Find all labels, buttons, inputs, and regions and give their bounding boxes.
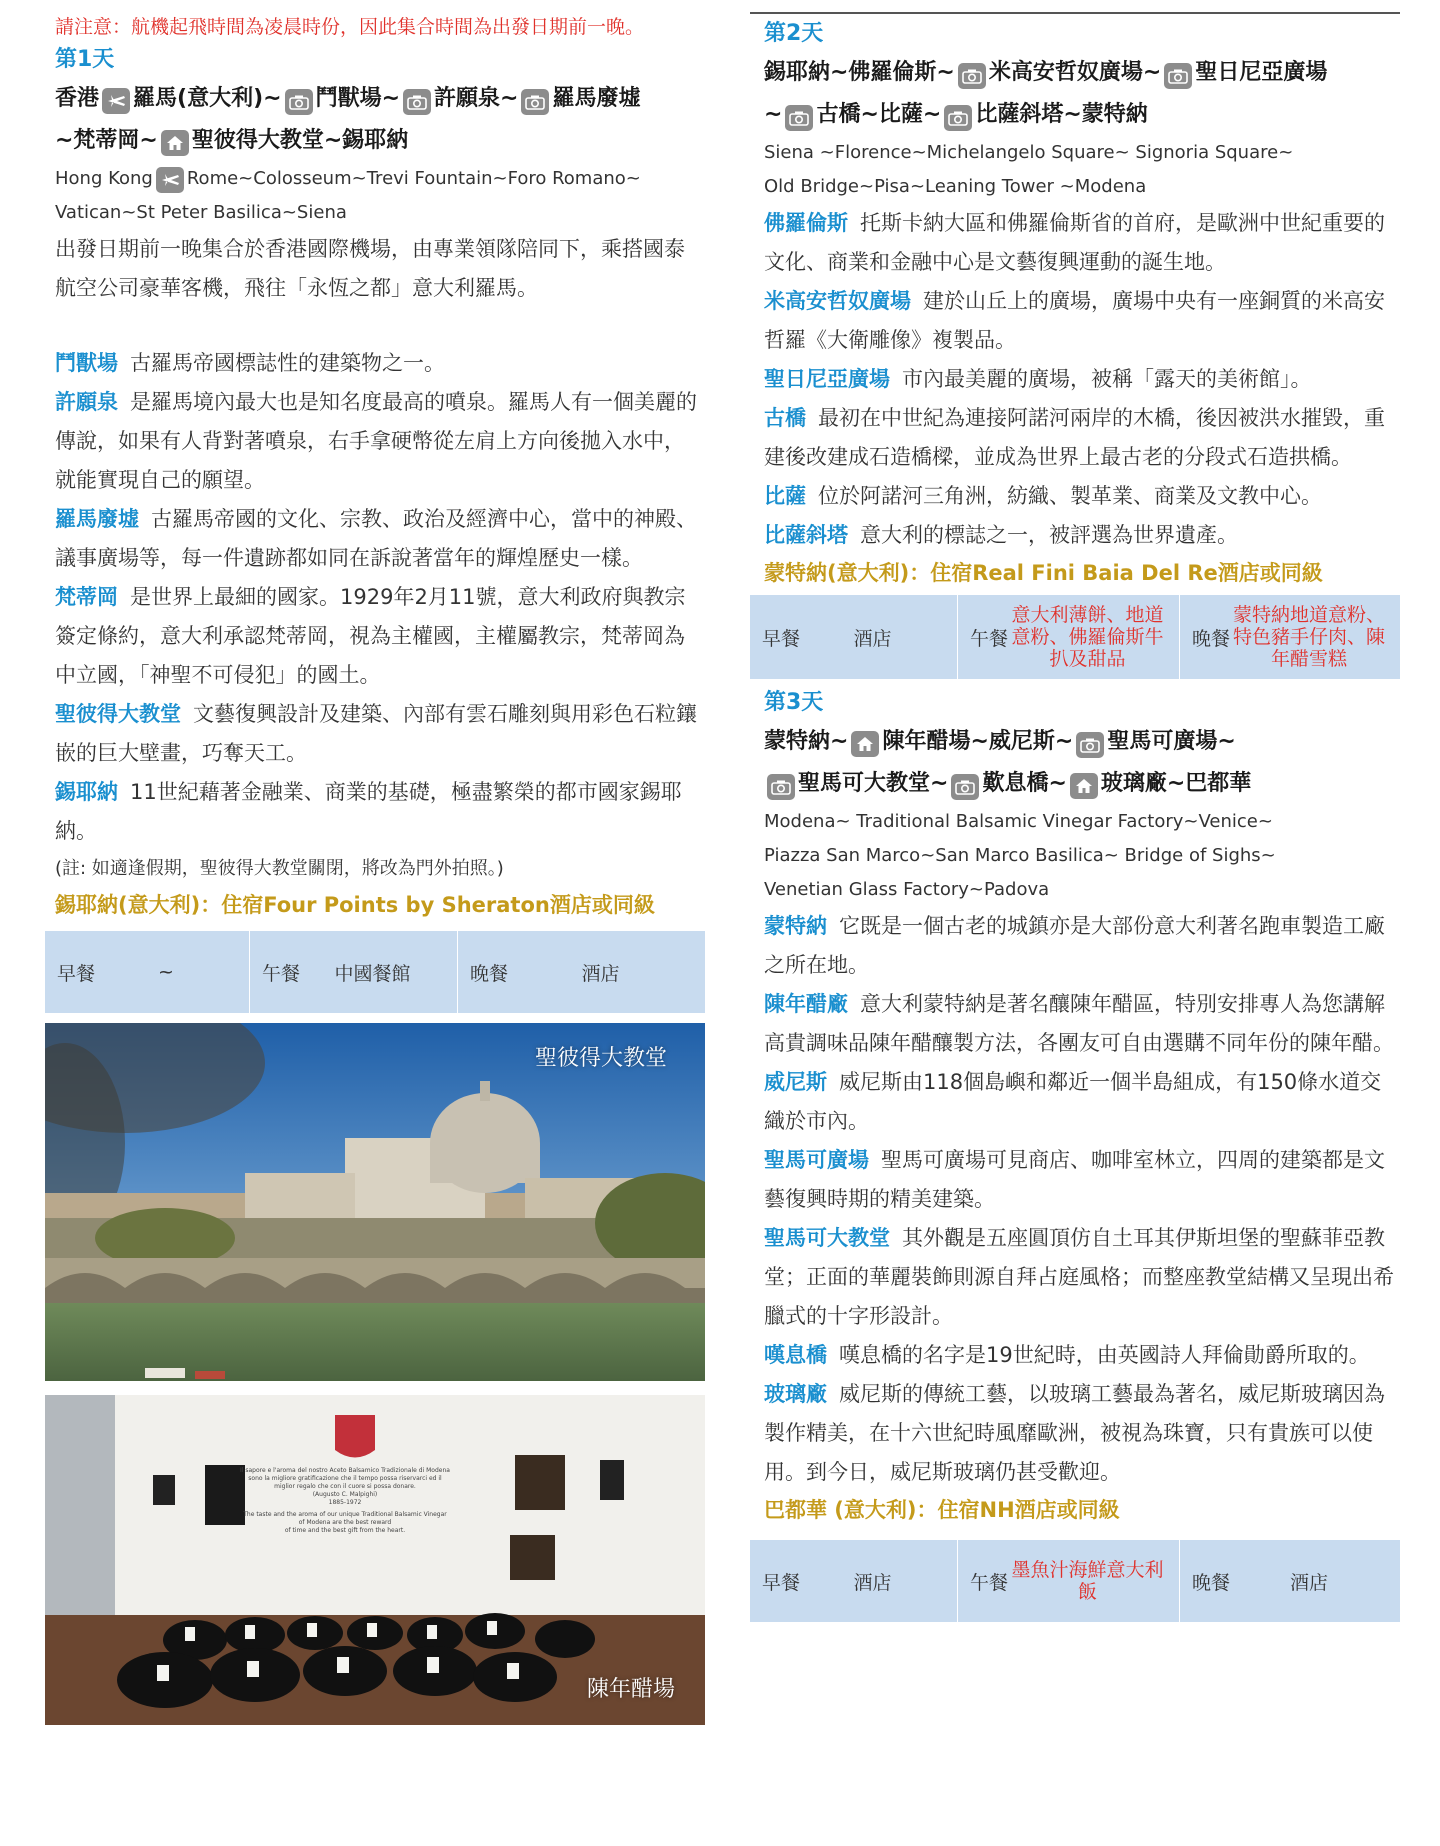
home-icon: [161, 130, 189, 156]
day2-route-line1: 錫耶納~佛羅倫斯~ 米高安哲奴廣場~ 聖日尼亞廣場: [764, 52, 1400, 94]
day2-item: 米高安哲奴廣場 建於山丘上的廣場，廣場中央有一座銅質的米高安哲羅《大衛雕像》複製品。: [764, 289, 1385, 352]
day1-item: 羅馬廢墟 古羅馬帝國的文化、宗教、政治及經濟中心，當中的神殿、議事廣場等，每一件遺跡都如同在訴說著當年的輝煌歷史一樣。: [55, 507, 697, 570]
day2-english-line1: Siena ~Florence~Michelangelo Square~ Signoria Square~: [764, 142, 1294, 163]
day1-item: 許願泉 是羅馬境內最大也是知名度最高的噴泉。羅馬人有一個美麗的傳說，如果有人背對著噴泉，右手拿硬幣從左肩上方向後拋入水中，就能實現自己的願望。: [55, 390, 697, 492]
day2-english-line2: Old Bridge~Pisa~Leaning Tower ~Modena: [764, 176, 1147, 197]
day1-route-line2: ~梵蒂岡~ 聖彼得大教堂~錫耶納: [55, 120, 705, 162]
plane-icon: [156, 167, 184, 193]
day3-hotel: 巴都華 (意大利)：住宿NH酒店或同級: [764, 1498, 1120, 1522]
flight-notice: 請注意：航機起飛時間為凌晨時份，因此集合時間為出發日期前一晚。: [55, 16, 645, 38]
home-icon: [851, 731, 879, 757]
breakfast-cell: 早餐 酒店: [750, 1540, 958, 1622]
day3-item: 陳年醋廠 意大利蒙特納是著名釀陳年醋區，特別安排專人為您講解高貴調味品陳年醋釀製方法，各團友可自由選購不同年份的陳年醋。: [764, 992, 1394, 1055]
day2-item: 聖日尼亞廣場 市內最美麗的廣場，被稱「露天的美術館」。: [764, 367, 1312, 391]
camera-icon: [767, 774, 795, 800]
lunch-cell: 午餐 意大利薄餅、地道意粉、佛羅倫斯牛扒及甜品: [958, 595, 1180, 679]
day3-route-line1: 蒙特納~ 陳年醋場~威尼斯~ 聖馬可廣場~: [764, 721, 1400, 763]
day3-item: 嘆息橋 嘆息橋的名字是19世紀時，由英國詩人拜倫勛爵所取的。: [764, 1343, 1370, 1367]
day2-item: 比薩斜塔 意大利的標誌之一，被評選為世界遺產。: [764, 523, 1238, 547]
balsamic-poster-text: Il sapore e l'aroma del nostro Aceto Balsamico Tradizionale di Modena sono la migliore gratificazione che il tempo possa riservarci ed il miglior regalo che con il cuore si possa donare. (Augusto C. Malpighi) 1885-1972 The taste and the aroma of our unique Traditional Balsamic Vinegar of Modena are the best reward of time and the best gift from the heart.: [240, 1467, 450, 1534]
day1-route-line1: 香港 羅馬(意大利)~ 鬥獸場~ 許願泉~ 羅馬廢墟: [55, 78, 705, 120]
day3-item: 蒙特納 它既是一個古老的城鎮亦是大部份意大利著名跑車製造工廠之所在地。: [764, 914, 1385, 977]
camera-icon: [1076, 732, 1104, 758]
day2-label: 第2天: [764, 21, 824, 46]
day3-label: 第3天: [764, 690, 824, 715]
day1-english-line2: Vatican~St Peter Basilica~Siena: [55, 202, 347, 223]
day1-english-line1: Hong Kong Rome~Colosseum~Trevi Fountain~Foro Romano~: [55, 162, 705, 196]
camera-icon: [958, 63, 986, 89]
camera-icon: [944, 105, 972, 131]
photo-caption: 聖彼得大教堂: [534, 1046, 667, 1071]
day1-label: 第1天: [55, 47, 115, 72]
dinner-cell: 晚餐 酒店: [1192, 1571, 1329, 1594]
camera-icon: [285, 89, 313, 115]
camera-icon: [951, 774, 979, 800]
camera-icon: [785, 105, 813, 131]
right-column: [764, 0, 1400, 1622]
day3-item: 威尼斯 威尼斯由118個島嶼和鄰近一個半島組成，有150條水道交織於市內。: [764, 1070, 1382, 1133]
st-peter-illustration: [45, 1023, 705, 1381]
day1-item: 鬥獸場 古羅馬帝國標誌性的建築物之一。: [55, 351, 445, 375]
day1-item: 梵蒂岡 是世界上最細的國家。1929年2月11號，意大利政府與教宗簽定條約，意大利承認梵蒂岡，視為主權國，主權屬教宗，梵蒂岡為中立國，「神聖不可侵犯」的國土。: [55, 585, 686, 687]
day3-english-line3: Venetian Glass Factory~Padova: [764, 879, 1050, 900]
day1-note: (註: 如適逢假期，聖彼得大教堂關閉，將改為門外拍照。): [55, 858, 504, 879]
day2-item: 古橋 最初在中世紀為連接阿諾河兩岸的木橋，後因被洪水摧毀，重建後改建成石造橋樑，並成為世界上最古老的分段式石造拱橋。: [764, 406, 1385, 469]
day2-route-line2: ~ 古橋~比薩~ 比薩斜塔~蒙特納: [764, 94, 1400, 136]
lunch-cell: 午餐 中國餐館: [250, 931, 458, 1013]
day1-meals-table: [45, 931, 705, 1013]
day3-item: 聖馬可大教堂 其外觀是五座圓頂仿自土耳其伊斯坦堡的聖蘇菲亞教堂；正面的華麗裝飾則源自拜占庭風格；而整座教堂結構又呈現出希臘式的十字形設計。: [764, 1226, 1394, 1328]
day1-hotel: 錫耶納(意大利)：住宿Four Points by Sheraton酒店或同級: [55, 893, 655, 917]
day3-meals-table: [750, 1540, 1400, 1622]
photo-caption: 陳年醋場: [586, 1677, 675, 1702]
day3-route-line2: 聖馬可大教堂~ 歎息橋~ 玻璃廠~巴都華: [764, 763, 1400, 805]
day1-intro: 出發日期前一晚集合於香港國際機場，由專業領隊陪同下，乘搭國泰航空公司豪華客機，飛往「永恆之都」意大利羅馬。: [55, 237, 685, 300]
plane-icon: [102, 88, 130, 114]
day3-english-line2: Piazza San Marco~San Marco Basilica~ Bridge of Sighs~: [764, 845, 1276, 866]
dinner-cell: 晚餐 酒店: [470, 962, 620, 985]
left-column: [55, 0, 705, 1725]
vinegar-factory-photo: [45, 1395, 705, 1725]
day2-item: 佛羅倫斯 托斯卡納大區和佛羅倫斯省的首府，是歐洲中世紀重要的文化、商業和金融中心是文藝復興運動的誕生地。: [764, 211, 1385, 274]
day3-item: 聖馬可廣場 聖馬可廣場可見商店、咖啡室林立，四周的建築都是文藝復興時期的精美建築。: [764, 1148, 1385, 1211]
camera-icon: [403, 89, 431, 115]
st-peter-photo: [45, 1023, 705, 1381]
camera-icon: [521, 89, 549, 115]
camera-icon: [1164, 63, 1192, 89]
day2-hotel: 蒙特納(意大利)：住宿Real Fini Baia Del Re酒店或同級: [764, 561, 1323, 585]
day3-english-line1: Modena~ Traditional Balsamic Vinegar Factory~Venice~: [764, 811, 1273, 832]
lunch-cell: 午餐 墨魚汁海鮮意大利飯: [958, 1540, 1180, 1622]
day2-item: 比薩 位於阿諾河三角洲，紡織、製革業、商業及文教中心。: [764, 484, 1322, 508]
breakfast-cell: 早餐 酒店: [750, 595, 958, 679]
day2-meals-table: [750, 595, 1400, 679]
day1-item: 錫耶納 11世紀藉著金融業、商業的基礎，極盡繁榮的都市國家錫耶納。: [55, 780, 682, 843]
breakfast-cell: 早餐 ~: [45, 931, 250, 1013]
day1-item: 聖彼得大教堂 文藝復興設計及建築、內部有雲石雕刻與用彩色石粒鑲嵌的巨大壁畫，巧奪天工。: [55, 702, 697, 765]
home-icon: [1070, 773, 1098, 799]
day3-item: 玻璃廠 威尼斯的傳統工藝，以玻璃工藝最為著名，威尼斯玻璃因為製作精美，在十六世紀時風靡歐洲，被視為珠寶，只有貴族可以使用。到今日，威尼斯玻璃仍甚受歡迎。: [764, 1382, 1385, 1484]
dinner-cell: 晚餐 蒙特納地道意粉、特色豬手仔肉、陳年醋雪糕: [1192, 604, 1386, 670]
